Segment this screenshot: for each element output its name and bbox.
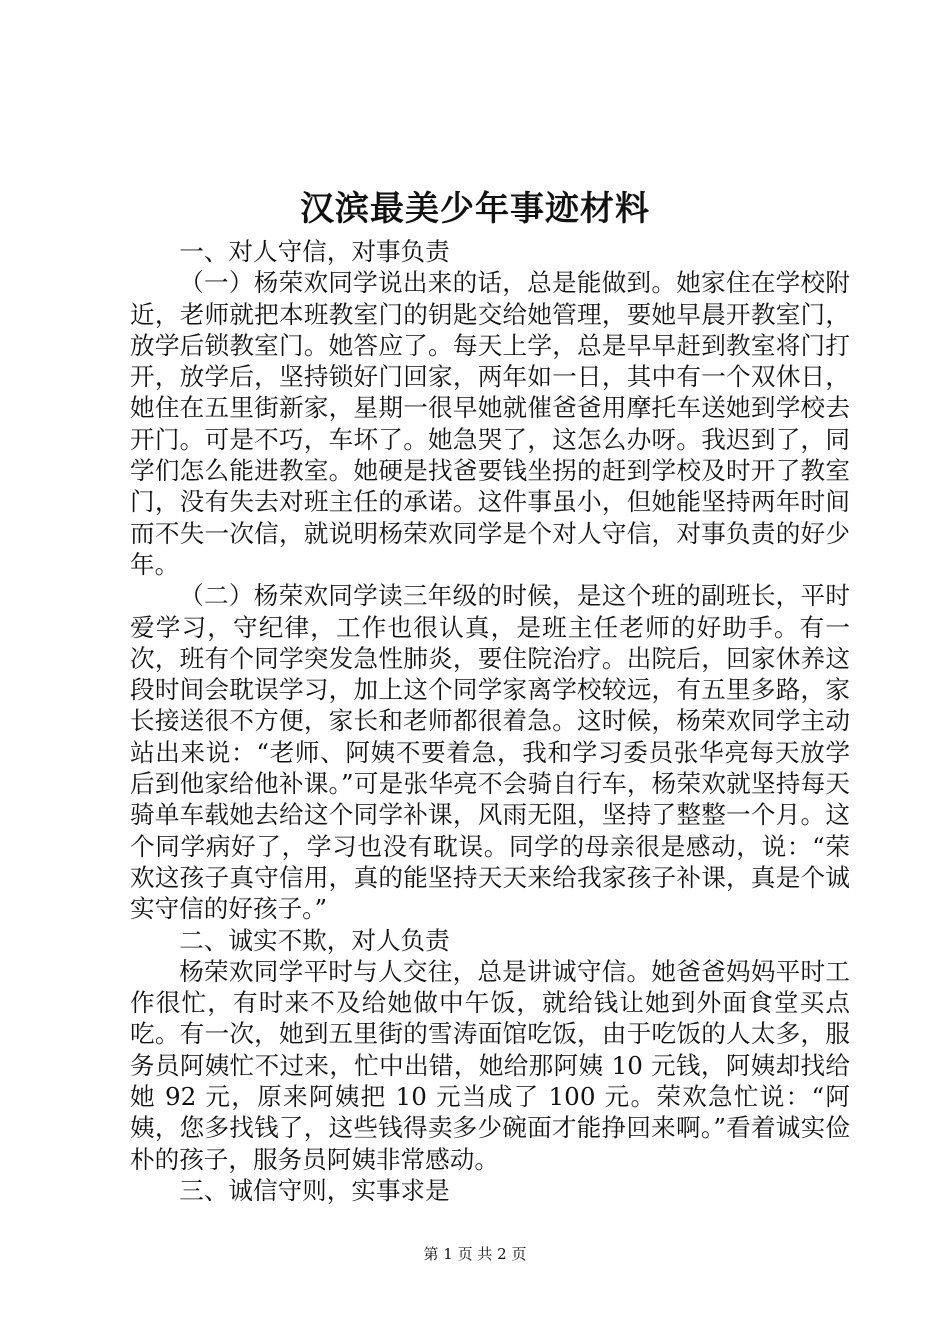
document-body [130, 236, 850, 1206]
paragraph-1: （一）杨荣欢同学说出来的话，总是能做到。她家住在学校附近，老师就把本班教室门的钥匙交给她管理，要她早晨开教室门，放学后锁教室门。她答应了。每天上学，总是早早赶到教室将门打开，放学后，坚持锁好门回家，两年如一日，其中有一个双休日，她住在五里街新家，星期一很早她就催爸爸用摩托车送她到学校去开门。可是不巧，车坏了。她急哭了，这怎么办呀。我迟到了，同学们怎么能进教室。她硬是找爸要钱坐拐的赶到学校及时开了教室门，没有失去对班主任的承诺。这件事虽小，但她能坚持两年时间而不失一次信，就说明杨荣欢同学是个对人守信，对事负责的好少年。 [130, 268, 850, 579]
page-footer: 第 1 页 共 2 页 [423, 1245, 527, 1263]
paragraph-3: 杨荣欢同学平时与人交往，总是讲诚守信。她爸爸妈妈平时工作很忙，有时来不及给她做中午饭，就给钱让她到外面食堂买点吃。有一次，她到五里街的雪涛面馆吃饭，由于吃饭的人太多，服务员阿姨忙不过来，忙中出错，她给那阿姨 10 元钱，阿姨却找给她 92 元，原来阿姨把 10 元当成了 100 元。荣欢急忙说：“阿姨，您多找钱了，这些钱得卖多少碗面才能挣回来啊。”看着诚实俭朴的孩子，服务员阿姨非常感动。 [130, 956, 850, 1174]
document-title: 汉滨最美少年事迹材料 [300, 189, 650, 229]
section-heading-3: 三、诚信守则，实事求是 [179, 1175, 450, 1205]
section-heading-2: 二、诚实不欺，对人负责 [179, 925, 450, 955]
paragraph-2: （二）杨荣欢同学读三年级的时候，是这个班的副班长，平时爱学习，守纪律，工作也很认真，是班主任老师的好助手。有一次，班有个同学突发急性肺炎，要住院治疗。出院后，回家休养这段时间会耽误学习，加上这个同学家离学校较远，有五里多路，家长接送很不方便，家长和老师都很着急。这时候，杨荣欢同学主动站出来说：“老师、阿姨不要着急，我和学习委员张华亮每天放学后到他家给他补课。”可是张华亮不会骑自行车，杨荣欢就坚持每天骑单车载她去给这个同学补课，风雨无阻，坚持了整整一个月。这个同学病好了，学习也没有耽误。同学的母亲很是感动，说：“荣欢这孩子真守信用，真的能坚持天天来给我家孩子补课，真是个诚实守信的好孩子。” [130, 581, 850, 924]
section-heading-1: 一、对人守信，对事负责 [179, 237, 450, 266]
